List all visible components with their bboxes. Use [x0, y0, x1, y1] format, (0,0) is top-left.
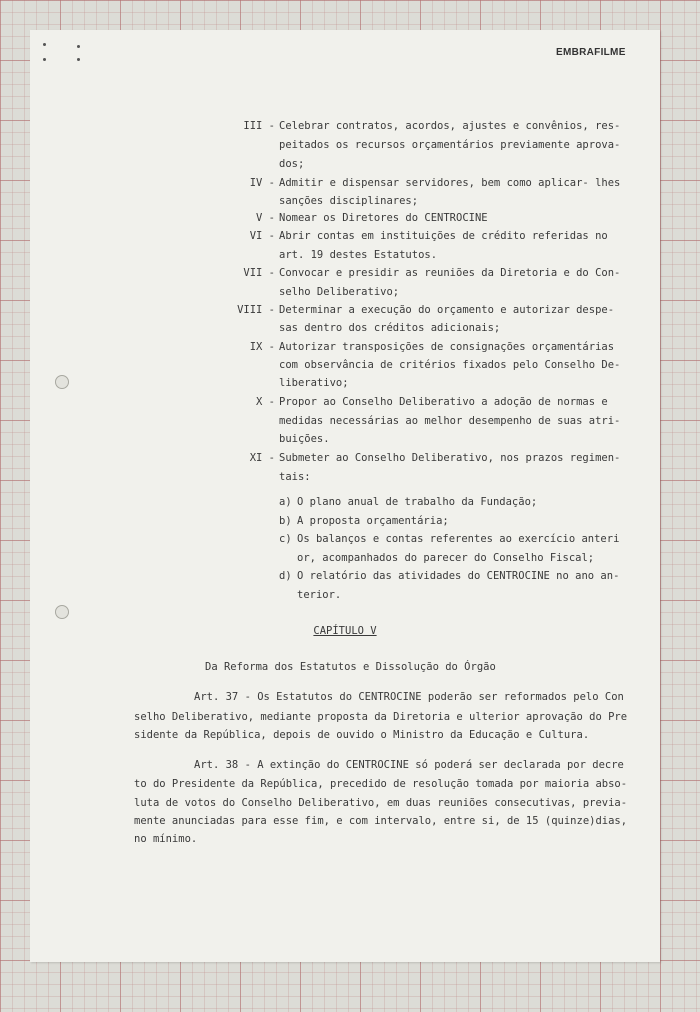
article-37-line: selho Deliberativo, mediante proposta da Diretoria e ulterior aprovação do Pre — [134, 711, 628, 723]
item-text-line: liberativo; — [279, 377, 349, 389]
item-text-line: Abrir contas em instituições de crédito referidas no — [279, 230, 608, 242]
punch-dot — [43, 58, 46, 61]
item-text-line: sanções disciplinares; — [279, 195, 419, 207]
binder-hole — [55, 605, 69, 619]
item-text-line: Determinar a execução do orçamento e autorizar despe- — [279, 304, 615, 316]
subitem-text-line: O plano anual de trabalho da Fundação; — [297, 496, 538, 508]
article-37-line: sidente da República, depois de ouvido o Ministro da Educação e Cultura. — [134, 729, 590, 741]
subitem-text-line: O relatório das atividades do CENTROCINE no ano an- — [297, 570, 620, 582]
item-number: VIII - — [237, 304, 275, 316]
item-number: V - — [256, 212, 275, 224]
item-text-line: Propor ao Conselho Deliberativo a adoção de normas e — [279, 396, 608, 408]
item-text-line: Nomear os Diretores do CENTROCINE — [279, 212, 488, 224]
article-38-line: no mínimo. — [134, 833, 198, 845]
item-text-line: medidas necessárias ao melhor desempenho de suas atri- — [279, 415, 621, 427]
chapter-title: CAPÍTULO V — [313, 625, 377, 637]
item-text-line: buições. — [279, 433, 330, 445]
subitem-letter: b) — [279, 515, 292, 527]
subitem-letter: a) — [279, 496, 292, 508]
item-text-line: Celebrar contratos, acordos, ajustes e convênios, res- — [279, 120, 621, 132]
item-number: IV - — [249, 177, 275, 189]
chapter-subtitle: Da Reforma dos Estatutos e Dissolução do Órgão — [205, 661, 496, 673]
item-text-line: dos; — [279, 158, 305, 170]
item-number: VI - — [249, 230, 275, 242]
item-number: IX - — [249, 341, 275, 353]
item-number: X - — [256, 396, 275, 408]
item-text-line: peitados os recursos orçamentários previamente aprova- — [279, 139, 621, 151]
item-text-line: tais: — [279, 471, 311, 483]
subitem-text-line: Os balanços e contas referentes ao exercício anteri — [297, 533, 620, 545]
article-37-line: Art. 37 - Os Estatutos do CENTROCINE poderão ser reformados pelo Con — [194, 691, 624, 703]
subitem-letter: c) — [279, 533, 292, 545]
article-38-line: Art. 38 - A extinção do CENTROCINE só poderá ser declarada por decre — [194, 759, 624, 771]
embrafilme-logo: EMBRAFILME — [556, 47, 626, 58]
subitem-text-line: or, acompanhados do parecer do Conselho Fiscal; — [297, 552, 595, 564]
punch-dot — [77, 45, 80, 48]
item-number: XI - — [249, 452, 275, 464]
item-text-line: com observância de critérios fixados pelo Conselho De- — [279, 359, 621, 371]
punch-dot — [43, 43, 46, 46]
article-38-line: mente anunciadas para esse fim, e com intervalo, entre si, de 15 (quinze)dias, — [134, 815, 628, 827]
item-text-line: Submeter ao Conselho Deliberativo, nos prazos regimen- — [279, 452, 621, 464]
item-text-line: selho Deliberativo; — [279, 286, 400, 298]
subitem-text-line: terior. — [297, 589, 342, 601]
item-text-line: Admitir e dispensar servidores, bem como aplicar- lhes — [279, 177, 621, 189]
article-38-line: to do Presidente da República, precedido de resolução tomada por maioria abso- — [134, 778, 628, 790]
subitem-text-line: A proposta orçamentária; — [297, 515, 449, 527]
punch-dot — [77, 58, 80, 61]
item-text-line: Convocar e presidir as reuniões da Diretoria e do Con- — [279, 267, 621, 279]
item-text-line: art. 19 destes Estatutos. — [279, 249, 438, 261]
article-38-line: luta de votos do Conselho Deliberativo, em duas reuniões consecutivas, previa- — [134, 797, 628, 809]
item-number: III - — [243, 120, 275, 132]
subitem-letter: d) — [279, 570, 292, 582]
item-number: VII - — [243, 267, 275, 279]
item-text-line: sas dentro dos créditos adicionais; — [279, 322, 501, 334]
binder-hole — [55, 375, 69, 389]
item-text-line: Autorizar transposições de consignações orçamentárias — [279, 341, 615, 353]
